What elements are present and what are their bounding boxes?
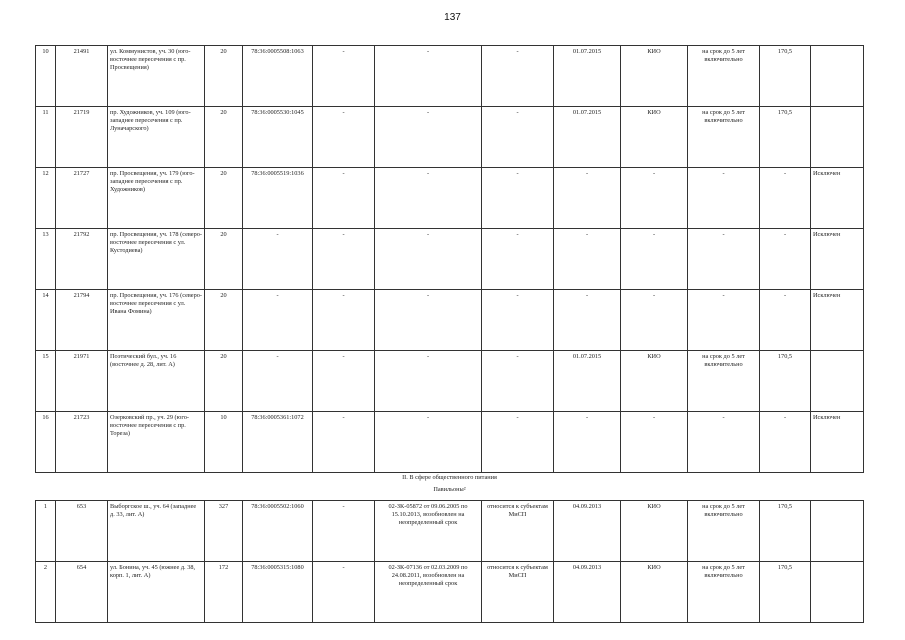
- row-number: 12: [36, 168, 56, 229]
- section-header: [36, 473, 864, 501]
- table-row: [36, 351, 864, 412]
- row-field8: -: [482, 412, 554, 473]
- row-note: [811, 107, 864, 168]
- row-date: -: [554, 290, 621, 351]
- row-area: 327: [205, 501, 243, 562]
- row-address: Озерковский пр., уч. 29 (юго-восточнее пересечения с пр. Тореза): [108, 412, 205, 473]
- row-field6: -: [313, 351, 375, 412]
- row-address: ул. Бонина, уч. 45 (южнее д. 38, корп. 1, лит. А): [108, 562, 205, 623]
- row-area: 20: [205, 351, 243, 412]
- row-field8: относится к субъектам МиСП: [482, 501, 554, 562]
- row-field7: -: [375, 412, 482, 473]
- row-price: 170,5: [760, 107, 811, 168]
- table-row: [36, 168, 864, 229]
- row-date: 01.07.2015: [554, 46, 621, 107]
- row-field6: -: [313, 290, 375, 351]
- row-org: КИО: [621, 562, 688, 623]
- row-term: -: [688, 229, 760, 290]
- row-field6: -: [313, 501, 375, 562]
- row-address: пр. Просвещения, уч. 178 (северо-восточнее пересечения с ул. Кустодиева): [108, 229, 205, 290]
- row-org: КИО: [621, 351, 688, 412]
- row-org: -: [621, 290, 688, 351]
- row-field8: -: [482, 107, 554, 168]
- row-field6: -: [313, 46, 375, 107]
- table-row: [36, 46, 864, 107]
- row-date: -: [554, 229, 621, 290]
- row-price: -: [760, 229, 811, 290]
- row-number: 15: [36, 351, 56, 412]
- row-field6: -: [313, 168, 375, 229]
- row-address: ул. Коммунистов, уч. 30 (юго-восточнее пересечения с пр. Просвещения): [108, 46, 205, 107]
- row-note: [811, 351, 864, 412]
- row-field7: -: [375, 229, 482, 290]
- subsection-title: Павильоны²: [36, 484, 864, 501]
- row-id: 21792: [56, 229, 108, 290]
- row-area: 20: [205, 168, 243, 229]
- row-number: 2: [36, 562, 56, 623]
- page-number: 137: [444, 12, 461, 23]
- row-org: КИО: [621, 501, 688, 562]
- row-field8: -: [482, 290, 554, 351]
- row-note: Исключен: [811, 229, 864, 290]
- row-field8: -: [482, 168, 554, 229]
- row-id: 21727: [56, 168, 108, 229]
- row-note: Исключен: [811, 168, 864, 229]
- row-note: [811, 562, 864, 623]
- row-id: 21719: [56, 107, 108, 168]
- row-term: на срок до 5 лет включительно: [688, 351, 760, 412]
- row-price: 170,5: [760, 562, 811, 623]
- row-cadastral: 78:36:0005530:1045: [243, 107, 313, 168]
- row-cadastral: 78:36:0005508:1063: [243, 46, 313, 107]
- row-number: 13: [36, 229, 56, 290]
- row-term: -: [688, 290, 760, 351]
- row-date: -: [554, 168, 621, 229]
- row-org: -: [621, 412, 688, 473]
- row-price: 170,5: [760, 46, 811, 107]
- row-note: Исключен: [811, 412, 864, 473]
- row-cadastral: 78:36:0005519:1036: [243, 168, 313, 229]
- row-number: 16: [36, 412, 56, 473]
- row-number: 14: [36, 290, 56, 351]
- table-row: [36, 412, 864, 473]
- row-address: пр. Просвещения, уч. 176 (северо-восточнее пересечения с ул. Ивана Фомина): [108, 290, 205, 351]
- row-org: КИО: [621, 107, 688, 168]
- row-date: 01.07.2015: [554, 107, 621, 168]
- row-field8: -: [482, 351, 554, 412]
- row-area: 20: [205, 290, 243, 351]
- row-date: -: [554, 412, 621, 473]
- row-address: Поэтический бул., уч. 16 (восточнее д. 28, лит. А): [108, 351, 205, 412]
- row-field6: -: [313, 107, 375, 168]
- row-cadastral: 78:36:0005502:1060: [243, 501, 313, 562]
- row-cadastral: -: [243, 351, 313, 412]
- row-cadastral: -: [243, 229, 313, 290]
- row-price: -: [760, 168, 811, 229]
- row-area: 20: [205, 229, 243, 290]
- row-field7: 02-ЗК-07136 от 02.03.2009 по 24.08.2011, возобновлен на неопределенный срок: [375, 562, 482, 623]
- row-id: 653: [56, 501, 108, 562]
- row-org: КИО: [621, 46, 688, 107]
- row-area: 10: [205, 412, 243, 473]
- row-note: Исключен: [811, 290, 864, 351]
- row-field7: -: [375, 290, 482, 351]
- row-term: на срок до 5 лет включительно: [688, 562, 760, 623]
- row-number: 10: [36, 46, 56, 107]
- row-id: 21971: [56, 351, 108, 412]
- row-price: -: [760, 412, 811, 473]
- section-title: II. В сфере общественного питания: [402, 474, 497, 481]
- row-number: 1: [36, 501, 56, 562]
- row-note: [811, 46, 864, 107]
- row-address: пр. Просвещения, уч. 179 (юго-западнее пересечения с пр. Художников): [108, 168, 205, 229]
- row-cadastral: 78:36:0005361:1072: [243, 412, 313, 473]
- row-org: -: [621, 168, 688, 229]
- row-field8: -: [482, 229, 554, 290]
- row-address: Выборгское ш., уч. 64 (западнее д. 33, лит. А): [108, 501, 205, 562]
- table-row: [36, 562, 864, 623]
- row-area: 20: [205, 107, 243, 168]
- row-id: 654: [56, 562, 108, 623]
- row-field6: -: [313, 229, 375, 290]
- row-date: 01.07.2015: [554, 351, 621, 412]
- row-id: 21794: [56, 290, 108, 351]
- row-date: 04.09.2013: [554, 562, 621, 623]
- table-body-top: [36, 46, 864, 473]
- row-field6: -: [313, 412, 375, 473]
- row-note: [811, 501, 864, 562]
- row-term: на срок до 5 лет включительно: [688, 501, 760, 562]
- row-cadastral: 78:36:0005315:1080: [243, 562, 313, 623]
- row-address: пр. Художников, уч. 109 (юго-западнее пересечения с пр. Луначарского): [108, 107, 205, 168]
- row-area: 20: [205, 46, 243, 107]
- row-field8: относится к субъектам МиСП: [482, 562, 554, 623]
- row-field6: -: [313, 562, 375, 623]
- row-date: 04.09.2013: [554, 501, 621, 562]
- row-price: -: [760, 290, 811, 351]
- table-row: [36, 229, 864, 290]
- row-term: на срок до 5 лет включительно: [688, 46, 760, 107]
- row-price: 170,5: [760, 501, 811, 562]
- row-cadastral: -: [243, 290, 313, 351]
- row-term: -: [688, 412, 760, 473]
- table-row: [36, 107, 864, 168]
- row-id: 21491: [56, 46, 108, 107]
- row-number: 11: [36, 107, 56, 168]
- row-field8: -: [482, 46, 554, 107]
- row-field7: -: [375, 46, 482, 107]
- row-field7: -: [375, 351, 482, 412]
- row-org: -: [621, 229, 688, 290]
- row-area: 172: [205, 562, 243, 623]
- row-price: 170,5: [760, 351, 811, 412]
- table-row: [36, 501, 864, 562]
- table-body-bottom: [36, 501, 864, 623]
- row-term: -: [688, 168, 760, 229]
- row-id: 21723: [56, 412, 108, 473]
- row-field7: -: [375, 107, 482, 168]
- row-term: на срок до 5 лет включительно: [688, 107, 760, 168]
- table-row: [36, 290, 864, 351]
- row-field7: 02-ЗК-05872 от 09.06.2005 по 15.10.2013, возобновлен на неопределенный срок: [375, 501, 482, 562]
- row-field7: -: [375, 168, 482, 229]
- registry-table: [35, 45, 864, 623]
